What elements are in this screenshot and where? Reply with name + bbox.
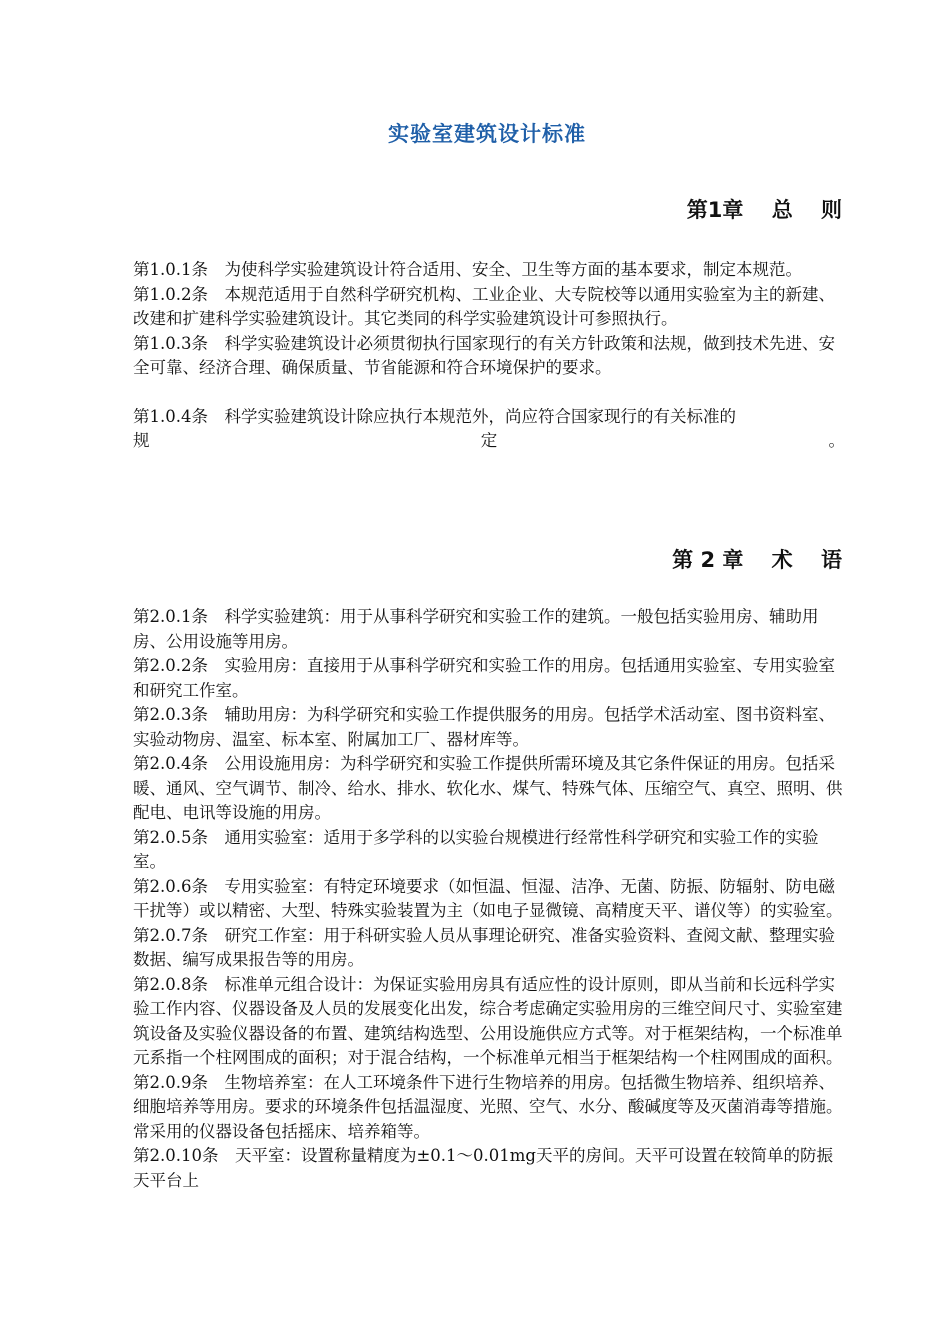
clause-number: 第2.0.9条	[133, 1072, 208, 1092]
clause-number: 第2.0.7条	[133, 925, 208, 945]
clause-number: 第1.0.4条	[133, 406, 208, 426]
clause-text: 专用实验室：有特定环境要求（如恒温、恒湿、洁净、无菌、防振、防辐射、防电磁干扰等）或以精密、大型、特殊实验装置为主（如电子显微镜、高精度天平、谱仪等）的实验室。	[133, 876, 843, 920]
clause-text: 本规范适用于自然科学研究机构、工业企业、大专院校等以通用实验室为主的新建、改建和扩建科学实验建筑设计。其它类同的科学实验建筑设计可参照执行。	[133, 284, 835, 328]
chapter-2-heading: 第 2 章 术 语	[672, 548, 842, 572]
clause-number: 第2.0.3条	[133, 705, 208, 724]
document-title: 实验室建筑设计标准	[388, 122, 586, 146]
chapter-1-heading: 第1章 总 则	[686, 198, 842, 222]
clause-number: 第2.0.5条	[133, 827, 208, 847]
tail-word-2: 定	[480, 431, 498, 450]
clause-number: 第2.0.6条	[133, 876, 208, 896]
clause-2-0-5	[133, 826, 845, 875]
clause-text: 通用实验室：适用于多学科的以实验台规模进行经常性科学研究和实验工作的实验室。	[133, 827, 819, 871]
clause-2-0-1	[133, 605, 845, 654]
clause-2-0-2	[133, 654, 845, 703]
clause-number: 第2.0.10条	[133, 1146, 219, 1165]
tail-word-3: 。	[828, 431, 845, 450]
clause-2-0-7	[133, 924, 845, 973]
clause-text: 科学实验建筑设计除应执行本规范外，尚应符合国家现行的有关标准的	[224, 406, 736, 426]
clause-number: 第2.0.1条	[133, 607, 208, 626]
clause-2-0-10	[133, 1144, 845, 1193]
clause-1-0-3	[133, 332, 845, 381]
clause-text: 研究工作室：用于科研实验人员从事理论研究、准备实验资料、查阅文献、整理实验数据、编写成果报告等的用房。	[133, 925, 835, 969]
clause-2-0-9	[133, 1071, 845, 1145]
clause-text: 辅助用房：为科学研究和实验工作提供服务的用房。包括学术活动室、图书资料室、实验动物房、温室、标本室、附属加工厂、器材库等。	[133, 705, 835, 749]
clause-2-0-3	[133, 703, 845, 752]
clause-number: 第2.0.8条	[133, 974, 208, 994]
clause-text: 为使科学实验建筑设计符合适用、安全、卫生等方面的基本要求，制定本规范。	[224, 260, 802, 279]
clause-2-0-8	[133, 973, 845, 1071]
clause-1-0-4-tail	[133, 429, 845, 454]
tail-word-1: 规	[133, 431, 150, 450]
paragraph-gap	[133, 381, 845, 405]
clause-text: 天平室：设置称量精度为±0.1～0.01mg天平的房间。天平可设置在较简单的防振天平台上	[133, 1146, 833, 1190]
clause-text: 实验用房：直接用于从事科学研究和实验工作的用房。包括通用实验室、专用实验室和研究工作室。	[133, 656, 835, 700]
clause-text: 生物培养室：在人工环境条件下进行生物培养的用房。包括微生物培养、组织培养、细胞培养等用房。要求的环境条件包括温湿度、光照、空气、水分、酸碱度等及灭菌消毒等措施。常采用的仪器设备包括摇床、培养箱等。	[133, 1072, 843, 1141]
clause-number: 第2.0.4条	[133, 754, 208, 773]
clause-text: 科学实验建筑设计必须贯彻执行国家现行的有关方针政策和法规，做到技术先进、安全可靠、经济合理、确保质量、节省能源和符合环境保护的要求。	[133, 333, 835, 377]
clause-2-0-6	[133, 875, 845, 924]
clause-number: 第1.0.1条	[133, 260, 208, 279]
clause-number: 第2.0.2条	[133, 656, 208, 675]
clause-number: 第1.0.3条	[133, 333, 208, 353]
clause-1-0-1	[133, 258, 845, 283]
clause-1-0-4	[133, 405, 845, 430]
clause-text: 标准单元组合设计：为保证实验用房具有适应性的设计原则，即从当前和长远科学实验工作内容、仪器设备及人员的发展变化出发，综合考虑确定实验用房的三维空间尺寸、实验室建筑设备及实验仪器设备的布置、建筑结构选型、公用设施供应方式等。对于框架结构，一个标准单元系指一个柱网围成的面积；对于混合结构，一个标准单元相当于框架结构一个柱网围成的面积。	[133, 974, 843, 1067]
clause-text: 科学实验建筑：用于从事科学研究和实验工作的建筑。一般包括实验用房、辅助用房、公用设施等用房。	[133, 607, 819, 651]
chapter-2-body	[133, 605, 845, 1193]
clause-1-0-2	[133, 283, 845, 332]
clause-number: 第1.0.2条	[133, 284, 208, 304]
clause-2-0-4	[133, 752, 845, 826]
chapter-1-body	[133, 258, 845, 454]
clause-text: 公用设施用房：为科学研究和实验工作提供所需环境及其它条件保证的用房。包括采暖、通风、空气调节、制冷、给水、排水、软化水、煤气、特殊气体、压缩空气、真空、照明、供配电、电讯等设施的用房。	[133, 754, 843, 822]
